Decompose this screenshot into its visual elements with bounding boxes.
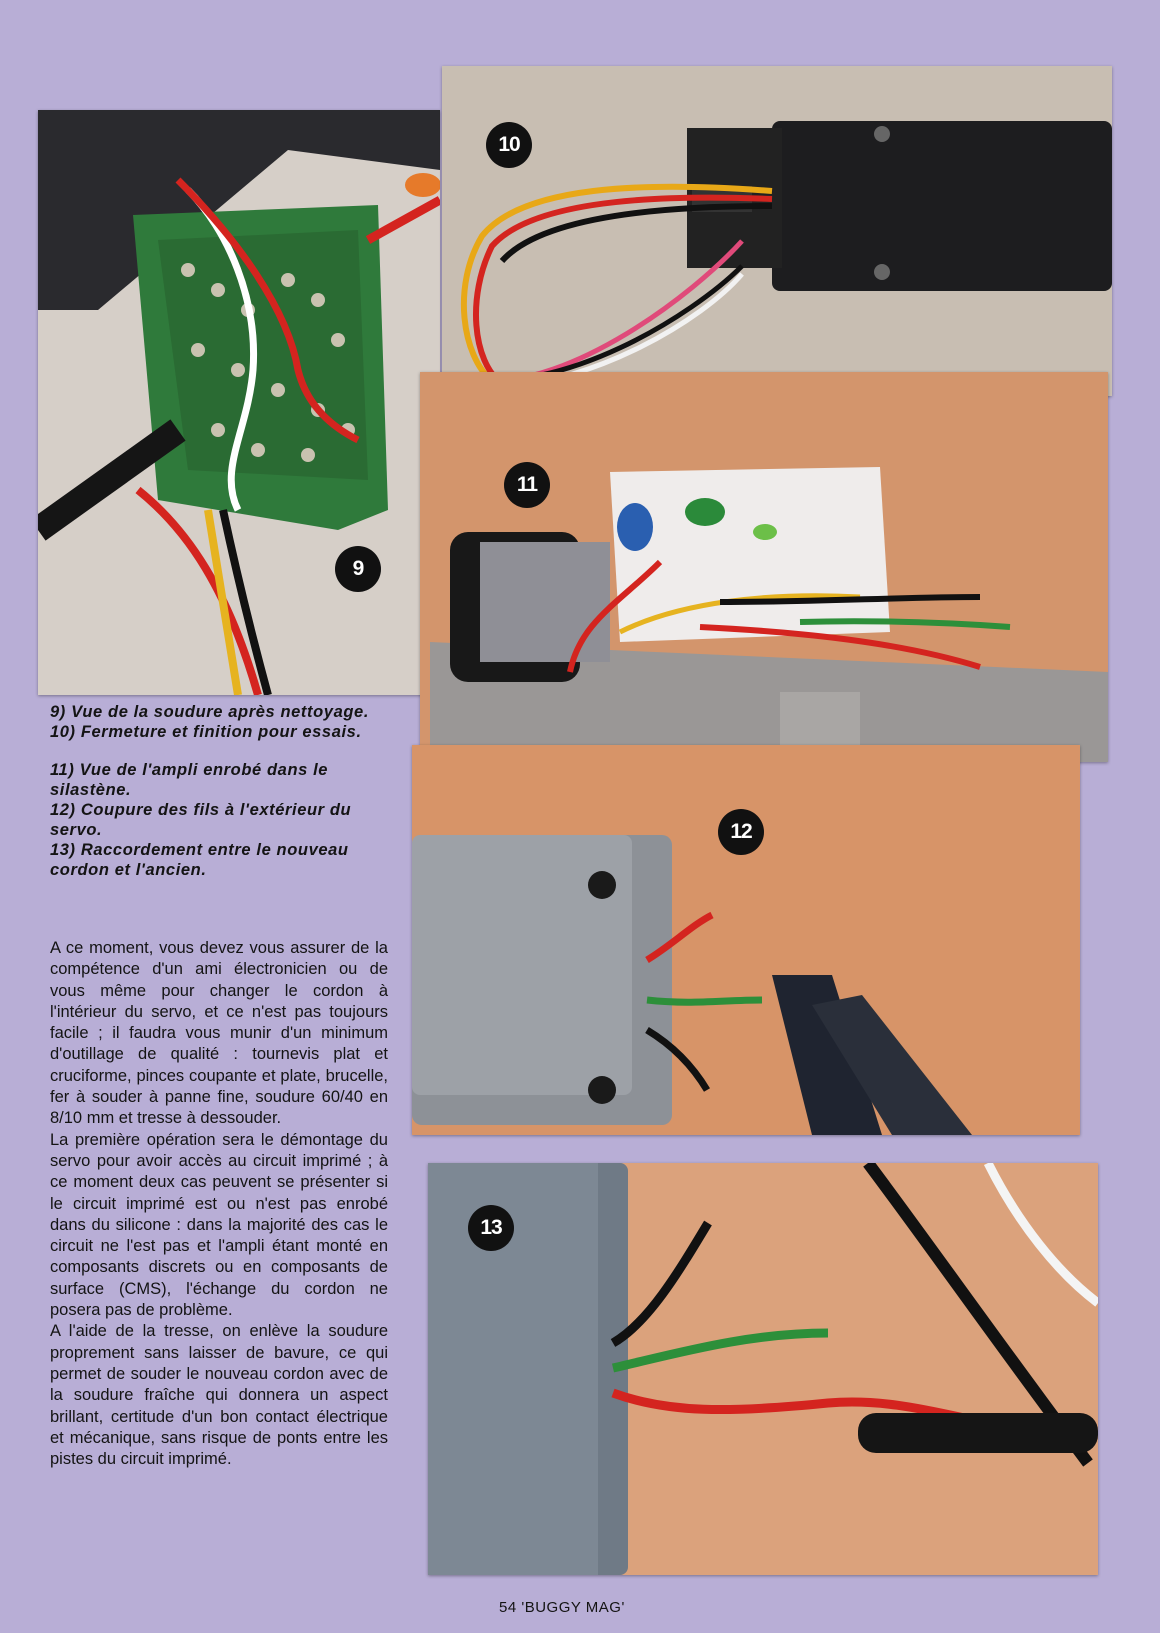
- caption-13: [50, 840, 385, 880]
- photo-9-image: [38, 110, 440, 695]
- caption-12: [50, 800, 385, 840]
- photo-captions: [50, 702, 385, 880]
- photo-13-image: [428, 1163, 1098, 1575]
- caption-text: Coupure des fils à l'extérieur du servo.: [50, 801, 352, 839]
- article-body: [50, 938, 388, 1470]
- photo-10: [442, 66, 1112, 396]
- caption-number: 11): [50, 761, 75, 779]
- photo-10-image: [442, 66, 1112, 396]
- photo-12-image: [412, 745, 1080, 1135]
- caption-9: [50, 702, 385, 722]
- caption-number: 9): [50, 703, 66, 721]
- photo-number-badge: 10: [486, 122, 532, 168]
- photo-number-badge: 11: [504, 462, 550, 508]
- photo-12: [412, 745, 1080, 1135]
- caption-text: Raccordement entre le nouveau cordon et l'ancien.: [50, 841, 349, 879]
- photo-number-badge: 13: [468, 1205, 514, 1251]
- caption-11: [50, 760, 385, 800]
- page-footer: 54 'BUGGY MAG': [499, 1599, 625, 1616]
- photo-11-image: [420, 372, 1108, 762]
- caption-text: Vue de la soudure après nettoyage.: [71, 703, 369, 721]
- caption-text: Fermeture et finition pour essais.: [80, 723, 362, 741]
- article-paragraph: A l'aide de la tresse, on enlève la soudure proprement sans laisser de bavure, ce qui permet de souder le nouveau cordon avec de la soudure fraîche qui donnera un aspect brillant, certitude d'un bon contact électrique et mécanique, sans risque de ponts entre les pistes du circuit imprimé.: [50, 1322, 388, 1469]
- caption-number: 12): [50, 801, 76, 819]
- caption-10: [50, 722, 385, 742]
- caption-number: 10): [50, 723, 76, 741]
- article-paragraph: La première opération sera le démontage du servo pour avoir accès au circuit imprimé ; à ce moment deux cas peuvent se présenter si le circuit imprimé est ou n'est pas enrobé dans du silicone : dans la majorité des cas le circuit ne l'est pas et l'ampli étant monté en composants discrets ou en composants de surface (CMS), l'échange du cordon ne posera pas de problème.: [50, 1130, 388, 1320]
- caption-number: 13): [50, 841, 76, 859]
- caption-text: Vue de l'ampli enrobé dans le silastène.: [50, 761, 329, 799]
- photo-number-badge: 9: [335, 546, 381, 592]
- photo-number-badge: 12: [718, 809, 764, 855]
- photo-11: [420, 372, 1108, 762]
- article-paragraph: A ce moment, vous devez vous assurer de la compétence d'un ami électronicien ou de vous même pour changer le cordon à l'intérieur du servo, et ce n'est pas toujours facile ; il faudra vous munir d'un minimum d'outillage de qualité : tournevis plat et cruciforme, pinces coupante et plate, brucelle, fer à souder à panne fine, soudure 60/40 en 8/10 mm et tresse à dessouder.: [50, 939, 388, 1128]
- photo-13: [428, 1163, 1098, 1575]
- photo-9: [38, 110, 440, 695]
